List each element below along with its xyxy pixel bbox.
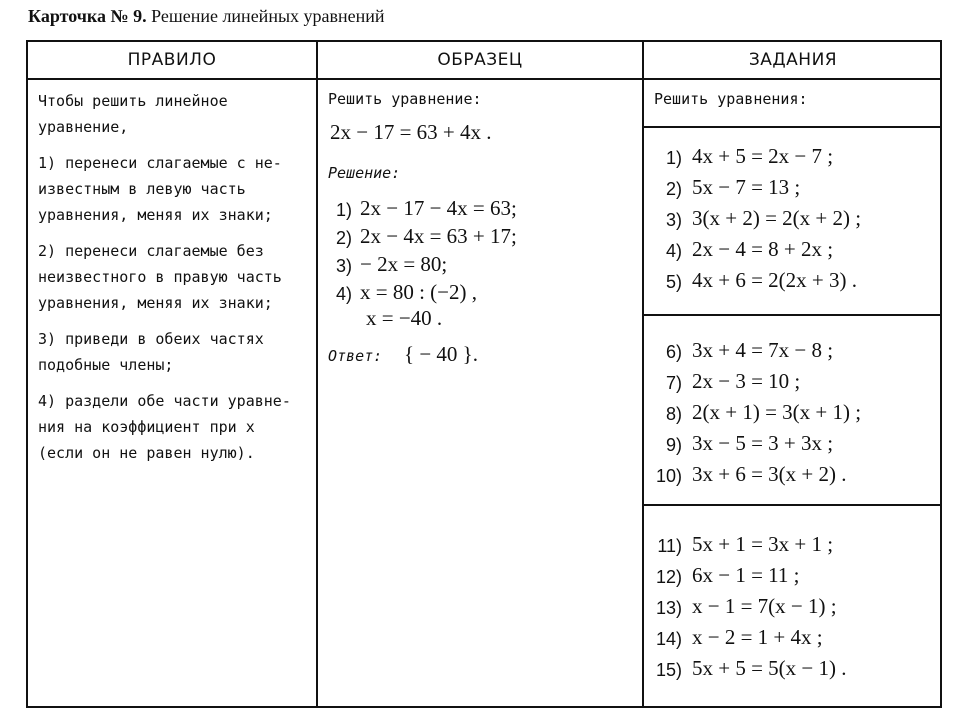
task-equation: 2x − 3 = 10 ; [692,369,801,393]
rule-line: 4) раздели обе части уравне- [38,392,291,410]
card-table [26,40,942,708]
rule-line: 2) перенеси слагаемые без [38,242,264,260]
rule-line: неизвестного в правую часть [38,268,282,286]
step-equation: 2x − 4x = 63 + 17; [360,224,517,248]
task-number: 4) [665,241,682,261]
rule-line: 1) перенеси слагаемые с не- [38,154,282,172]
task-number: 8) [665,404,682,424]
example-equation: 2x − 17 = 63 + 4x . [330,120,492,144]
rule-line: известным в левую часть [38,180,246,198]
task-equation: 5x + 5 = 5(x − 1) . [692,656,847,680]
task-number: 14) [655,629,682,649]
answer-value: { − 40 }. [404,342,479,366]
task-number: 9) [665,435,682,455]
task-equation: 5x + 1 = 3x + 1 ; [692,532,834,556]
step-equation: x = −40 . [366,306,443,330]
task-number: 2) [665,179,682,199]
rule-line: уравнения, меняя их знаки; [38,206,273,224]
task-number: 3) [665,210,682,230]
header-example: ОБРАЗЕЦ [437,50,523,70]
step-number: 2) [335,228,352,248]
rule-line: уравнения, меняя их знаки; [38,294,273,312]
column-divider [642,42,644,706]
task-equation: 4x + 5 = 2x − 7 ; [692,144,834,168]
answer-label: Ответ: [328,347,383,365]
task-number: 7) [665,373,682,393]
task-equation: 3x + 4 = 7x − 8 ; [692,338,834,362]
task-equation: 5x − 7 = 13 ; [692,175,801,199]
column-divider [316,42,318,706]
step-equation: x = 80 : (−2) , [360,280,478,304]
task-equation: 4x + 6 = 2(2x + 3) . [692,268,858,292]
rule-line: уравнение, [38,118,129,136]
task-number: 15) [655,660,682,680]
rule-line: подобные члены; [38,356,174,374]
header-divider [28,78,940,80]
task-number: 13) [655,598,682,618]
step-number: 3) [335,256,352,276]
step-number: 1) [335,200,352,220]
tasks-divider [642,314,940,316]
example-intro: Решить уравнение: [328,90,482,108]
task-equation: 2(x + 1) = 3(x + 1) ; [692,400,862,424]
solution-label: Решение: [328,164,401,182]
task-number: 10) [655,466,682,486]
task-equation: 2x − 4 = 8 + 2x ; [692,237,834,261]
card-subtitle: Решение линейных уравнений [151,6,385,26]
step-number: 4) [335,284,352,304]
tasks-intro: Решить уравнения: [654,90,808,108]
task-equation: x − 1 = 7(x − 1) ; [692,594,837,618]
rule-line: (если он не равен нулю). [38,444,255,462]
task-number: 1) [665,148,682,168]
tasks-divider [642,126,940,128]
step-equation: − 2x = 80; [360,252,448,276]
step-equation: 2x − 17 − 4x = 63; [360,196,517,220]
task-number: 6) [665,342,682,362]
task-number: 11) [657,536,682,556]
rule-line: ния на коэффициент при x [38,418,255,436]
task-equation: 3(x + 2) = 2(x + 2) ; [692,206,862,230]
tasks-divider [642,504,940,506]
task-equation: 3x − 5 = 3 + 3x ; [692,431,834,455]
task-number: 12) [655,567,682,587]
task-equation: 6x − 1 = 11 ; [692,563,800,587]
task-equation: 3x + 6 = 3(x + 2) . [692,462,847,486]
rule-line: 3) приведи в обеих частях [38,330,264,348]
header-rule: ПРАВИЛО [127,50,217,70]
header-tasks: ЗАДАНИЯ [748,50,838,70]
rule-line: Чтобы решить линейное [38,92,228,110]
card-title [28,6,385,27]
task-equation: x − 2 = 1 + 4x ; [692,625,823,649]
task-number: 5) [665,272,682,292]
card-number: Карточка № 9. [28,6,147,26]
